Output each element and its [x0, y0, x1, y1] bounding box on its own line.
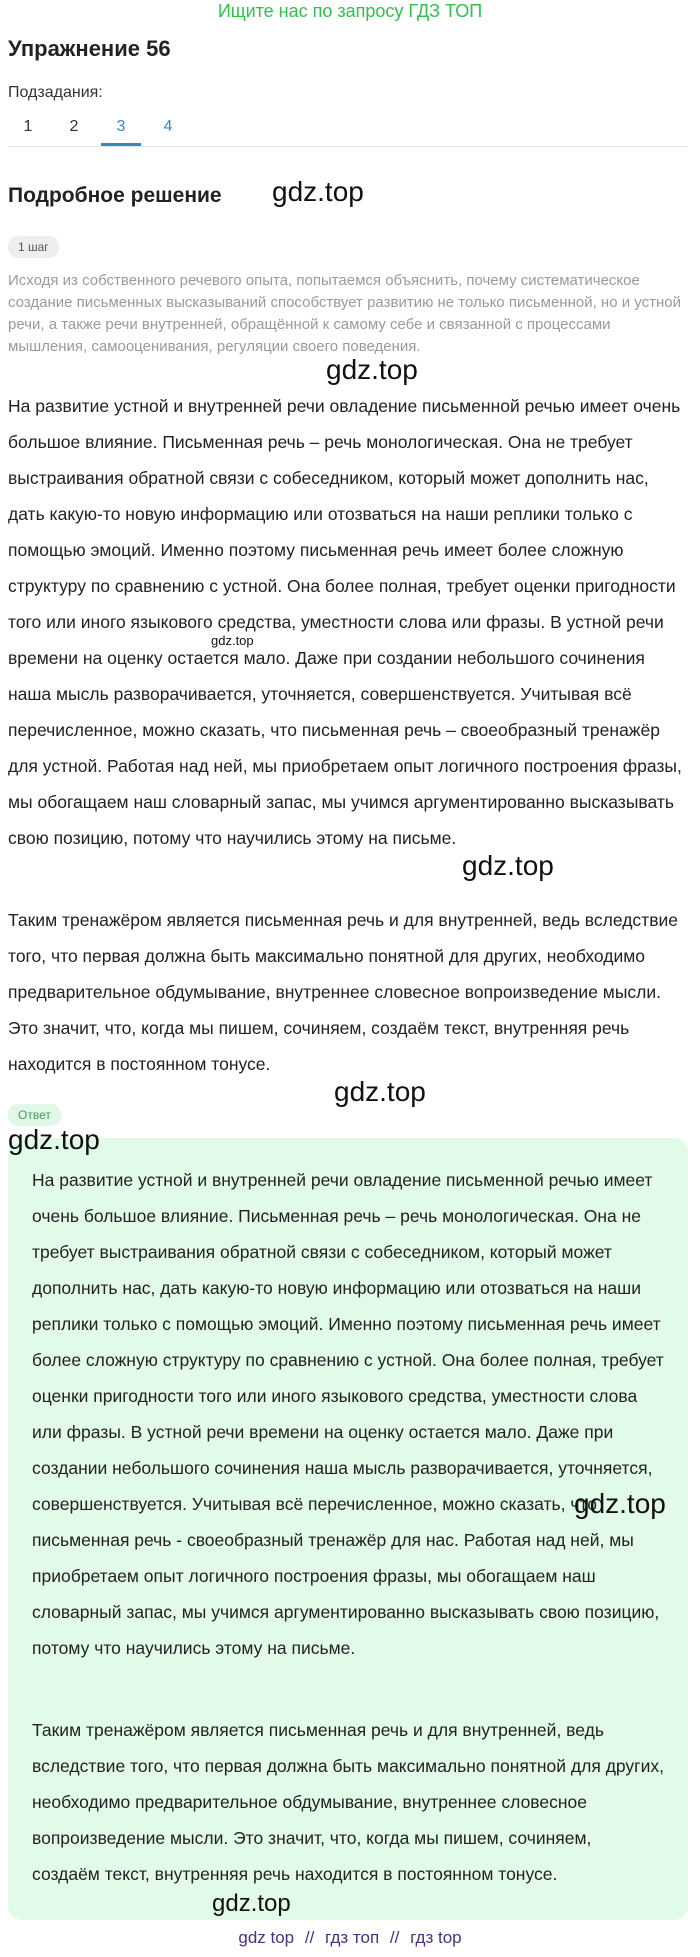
footer-link-3[interactable]: гдз top	[410, 1928, 462, 1947]
solution-paragraph-1: На развитие устной и внутренней речи овладение письменной речью имеет очень большое влияние. Письменная речь – речь монологическая. Она не требует выстраивания обратной связи с собеседником, который может дополнить нас, дать какую-то новую информацию или отозваться на наши реплики только с помощью эмоций. Именно поэтому письменная речь имеет более сложную структуру по сравнению с устной. Она более полная, требует оценки пригодности того или иного языкового средства, уместности слова или фразы. В устной речи времени на оценку остается мало. Даже при создании небольшого сочинения наша мысль разворачивается, уточняется, совершенствуется. Учитывая всё перечисленное, можно сказать, что письменная речь – своеобразный тренажёр для устной. Работая над ней, мы приобретаем опыт логичного построения фразы, мы обогащаем наш словарный запас, мы учимся аргументированно высказывать свою позицию, потому что научились этому на письме.	[8, 396, 682, 848]
watermark: gdz.top	[272, 176, 364, 207]
top-banner: Ищите нас по запросу ГДЗ ТОП	[217, 1, 483, 21]
subtasks-label: Подзадания:	[8, 84, 103, 101]
watermark: gdz.top	[211, 633, 254, 648]
answer-paragraph-2: Таким тренажёром является письменная речь и для внутренней, ведь вследствие того, что первая должна быть максимально понятной для других, необходимо предварительное обдумывание, внутреннее словесное вопроизведение мысли. Это значит, что, когда мы пишем, сочиняем, создаём текст, внутренняя речь находится в постоянном тонусе.	[32, 1720, 664, 1884]
footer-separator: //	[389, 1928, 400, 1947]
solution-heading: Подробное решение	[8, 184, 222, 207]
tab-1[interactable]: 1	[23, 118, 33, 135]
watermark: gdz.top	[462, 850, 554, 881]
answer-badge: Ответ	[8, 1104, 61, 1126]
watermark: gdz.top	[8, 1124, 100, 1155]
tab-2[interactable]: 2	[69, 118, 79, 135]
watermark: gdz.top	[212, 1890, 291, 1917]
tab-3-active[interactable]: 3	[101, 118, 141, 146]
footer-link-2[interactable]: гдз топ	[325, 1928, 380, 1947]
footer-link-1[interactable]: gdz top	[238, 1928, 295, 1947]
watermark: gdz.top	[326, 354, 418, 385]
answer-paragraph-1: На развитие устной и внутренней речи овладение письменной речью имеет очень большое влияние. Письменная речь – речь монологическая. Она не требует выстраивания обратной связи с собеседником, который может дополнить нас, дать какую-то новую информацию или отозваться на наши реплики только с помощью эмоций. Именно поэтому письменная речь имеет более сложную структуру по сравнению с устной. Она более полная, требует оценки пригодности того или иного языкового средства, уместности слова или фразы. В устной речи времени на оценку остается мало. Даже при создании небольшого сочинения наша мысль разворачивается, уточняется, совершенствуется. Учитывая всё перечисленное, можно сказать, что письменная речь - своеобразный тренажёр для нас. Работая над ней, мы приобретаем опыт логичного построения фразы, мы обогащаем наш словарный запас, мы учимся аргументированно высказывать свою позицию, потому что научились этому на письме.	[32, 1170, 664, 1658]
solution-paragraph-2: Таким тренажёром является письменная речь и для внутренней, ведь вследствие того, что первая должна быть максимально понятной для других, необходимо предварительное обдумывание, внутреннее словесное вопроизведение мысли. Это значит, что, когда мы пишем, сочиняем, создаём текст, внутренняя речь находится в постоянном тонусе.	[8, 910, 678, 1074]
task-text: Исходя из собственного речевого опыта, попытаемся объяснить, почему систематическое создание письменных высказываний способствует развитию не только письменной, но и устной речи, а также речи внутренней, обращённой к самому себе и связанной с процессами мышления, самооценивания, регуляции своего поведения.	[8, 272, 681, 355]
watermark: gdz.top	[574, 1488, 666, 1519]
page-title: Упражнение 56	[8, 36, 171, 61]
watermark: gdz.top	[334, 1076, 426, 1107]
footer-separator: //	[304, 1928, 315, 1947]
footer	[0, 1928, 700, 1948]
tab-4[interactable]: 4	[163, 118, 173, 135]
step-badge: 1 шаг	[8, 236, 59, 258]
subtask-tabs	[8, 112, 688, 147]
